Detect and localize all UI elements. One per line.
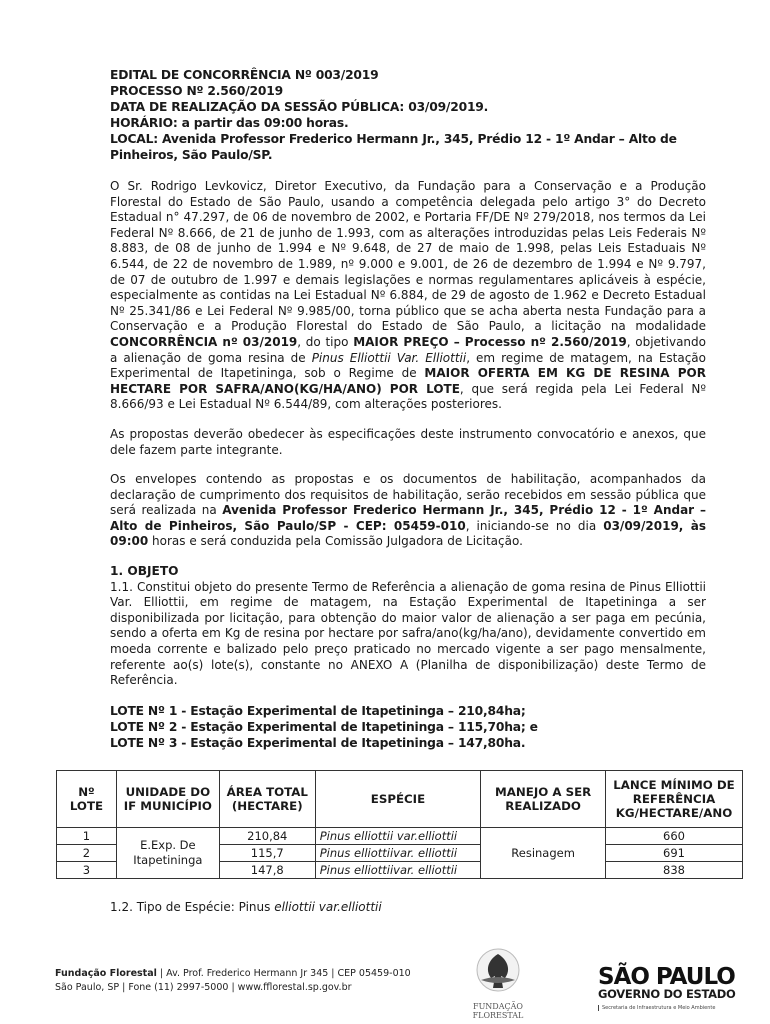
header-processo: PROCESSO Nº 2.560/2019 <box>110 84 283 98</box>
lots-list <box>110 703 706 751</box>
envelopes-paragraph: Os envelopes contendo as propostas e os documentos de habilitação, acompanhados da declaração de cumprimento dos requisitos de habilitação, serão recebidos em sessão pública que será realizada na Avenida Professor Frederico Hermann Jr., 345, Prédio 12 - 1º Andar – Alto de Pinheiros, São Paulo/SP - CEP: 05459-010, iniciando-se no dia 03/09/2019, às 09:00 horas e será conduzida pela Comissão Julgadora de Licitação. <box>110 472 707 549</box>
sao-paulo-government-logo <box>598 966 738 1011</box>
proposals-paragraph: As propostas deverão obedecer às especificações deste instrumento convocatório e anexos, que dele fazem parte integrante. <box>110 426 706 457</box>
lot-item: LOTE Nº 3 - Estação Experimental de Itapetininga – 147,80ha. <box>110 735 526 750</box>
lots-table <box>56 770 743 879</box>
cell-especie: Pinus elliottiivar. elliottii <box>315 845 481 862</box>
fundacao-florestal-logo <box>458 948 538 1020</box>
table-header-row <box>57 771 743 828</box>
header-local: LOCAL: Avenida Professor Frederico Hermann Jr., 345, Prédio 12 - 1º Andar – Alto de Pinheiros, São Paulo/SP. <box>110 132 677 162</box>
sp-logo-title: SÃO PAULO <box>598 964 735 990</box>
sp-logo-secretaria: Secretaria de Infraestrutura e Meio Ambiente <box>598 1005 738 1011</box>
footer-line1: | Av. Prof. Frederico Hermann Jr 345 | CEP 05459-010 <box>156 968 411 979</box>
cell-lance: 691 <box>606 845 743 862</box>
footer-address <box>55 967 411 995</box>
ff-logo-label: FUNDAÇÃO FLORESTAL <box>472 1002 524 1020</box>
section-title-objeto: 1. OBJETO <box>110 564 179 579</box>
cell-area: 210,84 <box>219 828 315 845</box>
cell-area: 115,7 <box>219 845 315 862</box>
col-header-unidade: UNIDADE DO IF MUNICÍPIO <box>116 771 219 828</box>
sp-logo-subtitle: GOVERNO DO ESTADO <box>598 987 736 1001</box>
cell-lote: 3 <box>57 862 117 879</box>
cell-lote: 2 <box>57 845 117 862</box>
cell-lance: 838 <box>606 862 743 879</box>
cell-manejo: Resinagem <box>481 828 606 879</box>
col-header-lote: Nº LOTE <box>57 771 117 828</box>
document-body <box>110 67 706 751</box>
footer-org: Fundação Florestal <box>55 968 157 979</box>
cell-lance: 660 <box>606 828 743 845</box>
footer-line2: São Paulo, SP | Fone (11) 2997-5000 | www.fflorestal.sp.gov.br <box>55 982 352 993</box>
col-header-lance: LANCE MÍNIMO DE REFERÊNCIA KG/HECTARE/ANO <box>606 771 743 828</box>
cell-especie: Pinus elliottii var.elliottii <box>315 828 481 845</box>
edital-header <box>110 67 706 163</box>
cell-especie: Pinus elliottiivar. elliottii <box>315 862 481 879</box>
cell-lote: 1 <box>57 828 117 845</box>
header-data: DATA DE REALIZAÇÃO DA SESSÃO PÚBLICA: 03/09/2019. <box>110 100 489 114</box>
table-row <box>57 828 743 845</box>
item-1-2: 1.2. Tipo de Espécie: Pinus elliottii var.elliottii <box>110 900 382 914</box>
lot-item: LOTE Nº 2 - Estação Experimental de Itapetininga – 115,70ha; e <box>110 719 538 734</box>
cell-area: 147,8 <box>219 862 315 879</box>
col-header-area: ÁREA TOTAL (HECTARE) <box>219 771 315 828</box>
col-header-especie: ESPÉCIE <box>315 771 481 828</box>
header-horario: HORÁRIO: a partir das 09:00 horas. <box>110 116 349 130</box>
col-header-manejo: MANEJO A SER REALIZADO <box>481 771 606 828</box>
lot-item: LOTE Nº 1 - Estação Experimental de Itapetininga – 210,84ha; <box>110 703 526 718</box>
cell-unidade: E.Exp. De Itapetininga <box>116 828 219 879</box>
tree-icon <box>473 948 523 996</box>
objeto-paragraph: 1.1. Constitui objeto do presente Termo de Referência a alienação de goma resina de Pinus Elliottii Var. Elliottii, em regime de matagem, na Estação Experimental de Itapetininga a ser disponibilizada por licitação, para obtenção do maior valor de alienação a ser paga em pecúnia, sendo a oferta em Kg de resina por hectare por safra/ano(kg/ha/ano), devidamente convertido em moeda corrente e balizado pelo preço praticado no mercado vigente a ser pago mensalmente, referente ao(s) lote(s), constante no ANEXO A (Planilha de disponibilização) deste Termo de Referência. <box>110 579 706 688</box>
intro-paragraph: O Sr. Rodrigo Levkovicz, Diretor Executivo, da Fundação para a Conservação e a Produção Florestal do Estado de São Paulo, usando a competência delegada pelo artigo 3° do Decreto Estadual n° 47.297, de 06 de novembro de 2002, e Portaria FF/DE Nº 279/2018, nos termos da Lei Federal Nº 8.666, de 21 de junho de 1.993, com as alterações introduzidas pelas Leis Federais Nº 8.883, de 08 de junho de 1.994 e Nº 9.648, de 27 de maio de 1.998, pelas Leis Estaduais Nº 6.544, de 22 de novembro de 1.989, nº 9.000 e 9.001, de 26 de dezembro de 1.994 e Nº 9.797, de 07 de outubro de 1.997 e demais legislações e normas regulamentares aplicáveis à espécie, especialmente as contidas na Lei Estadual Nº 6.884, de 29 de agosto de 1.962 e Decreto Estadual Nº 25.341/86 e Lei Federal Nº 9.985/00, torna público que se acha aberta nesta Fundação para a Conservação e a Produção Florestal do Estado de São Paulo, a licitação na modalidade CONCORRÊNCIA nº 03/2019, do tipo MAIOR PREÇO – Processo nº 2.560/2019, objetivando a alienação de goma resina de Pinus Elliottii Var. Elliottii, em regime de matagem, na Estação Experimental de Itapetininga, sob o Regime de MAIOR OFERTA EM KG DE RESINA POR HECTARE POR SAFRA/ANO(KG/HA/ANO) POR LOTE, que será regida pela Lei Federal Nº 8.666/93 e Lei Estadual Nº 6.544/89, com alterações posteriores. <box>110 179 706 412</box>
header-edital: EDITAL DE CONCORRÊNCIA Nº 003/2019 <box>110 68 379 82</box>
